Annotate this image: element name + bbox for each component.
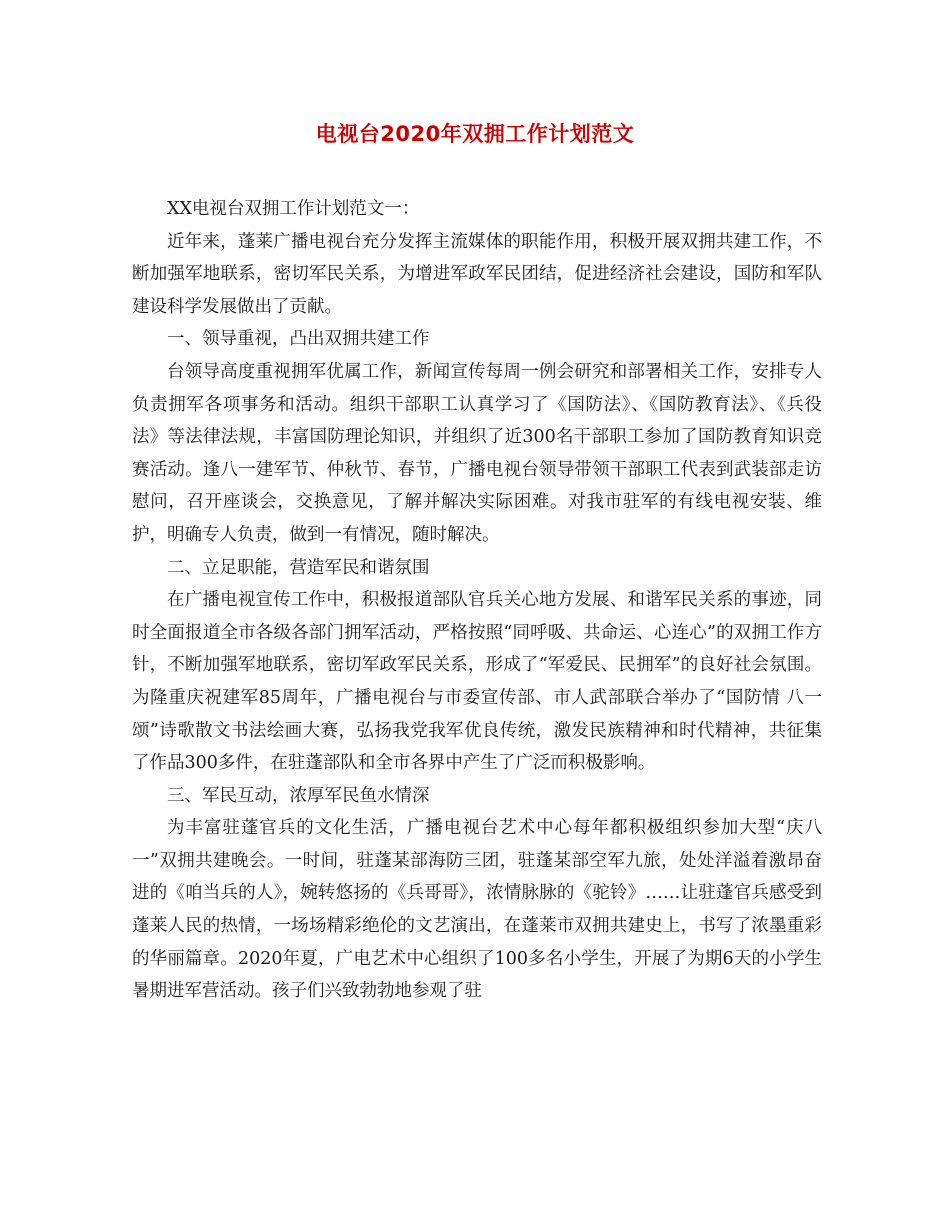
paragraph: 为丰富驻蓬官兵的文化生活，广播电视台艺术中心每年都积极组织参加大型“庆八一”双拥共建晚会。一时间，驻蓬某部海防三团，驻蓬某部空军九旅，处处洋溢着激昂奋进的《咱当兵的人》，婉转悠扬的《兵哥哥》，浓情脉脉的《驼铃》……让驻蓬官兵感受到蓬莱人民的热情，一场场精彩绝伦的文艺演出，在蓬莱市双拥共建史上，书写了浓墨重彩的华丽篇章。2020年夏，广电艺术中心组织了100多名小学生，开展了为期6天的小学生暑期进军营活动。孩子们兴致勃勃地参观了驻 (132, 818, 822, 1002)
section-heading: 三、军民互动，浓厚军民鱼水情深 (167, 785, 430, 806)
document-body (132, 193, 822, 1008)
paragraph: 在广播电视宣传工作中，积极报道部队官兵关心地方发展、和谐军民关系的事迹，同时全面报道全市各级各部门拥军活动，严格按照“同呼吸、共命运、心连心”的双拥工作方针，不断加强军地联系，密切军政军民关系，形成了“军爱民、民拥军”的良好社会氛围。为隆重庆祝建军85周年，广播电视台与市委宣传部、市人武部联合举办了“国防情 八一颂”诗歌散文书法绘画大赛，弘扬我党我军优良传统，激发民族精神和时代精神，共征集了作品300多件，在驻蓬部队和全市各界中产生了广泛而积极影响。 (132, 590, 822, 774)
paragraph: 台领导高度重视拥军优属工作，新闻宣传每周一例会研究和部署相关工作，安排专人负责拥军各项事务和活动。组织干部职工认真学习了《国防法》、《国防教育法》、《兵役法》等法律法规，丰富国防理论知识，并组织了近300名干部职工参加了国防教育知识竞赛活动。逢八一建军节、仲秋节、春节，广播电视台领导带领干部职工代表到武装部走访慰问，召开座谈会，交换意见，了解并解决实际困难。对我市驻军的有线电视安装、维护，明确专人负责，做到一有情况，随时解决。 (132, 361, 822, 545)
paragraph-intro: XX电视台双拥工作计划范文一： (167, 199, 420, 219)
document-title: 电视台2020年双拥工作计划范文 (315, 122, 635, 146)
section-heading: 二、立足职能，营造军民和谐氛围 (167, 557, 430, 578)
paragraph: 近年来，蓬莱广播电视台充分发挥主流媒体的职能作用，积极开展双拥共建工作，不断加强军地联系，密切军民关系，为增进军政军民团结，促进经济社会建设，国防和军队建设科学发展做出了贡献。 (132, 231, 822, 317)
section-heading: 一、领导重视，凸出双拥共建工作 (167, 329, 430, 350)
